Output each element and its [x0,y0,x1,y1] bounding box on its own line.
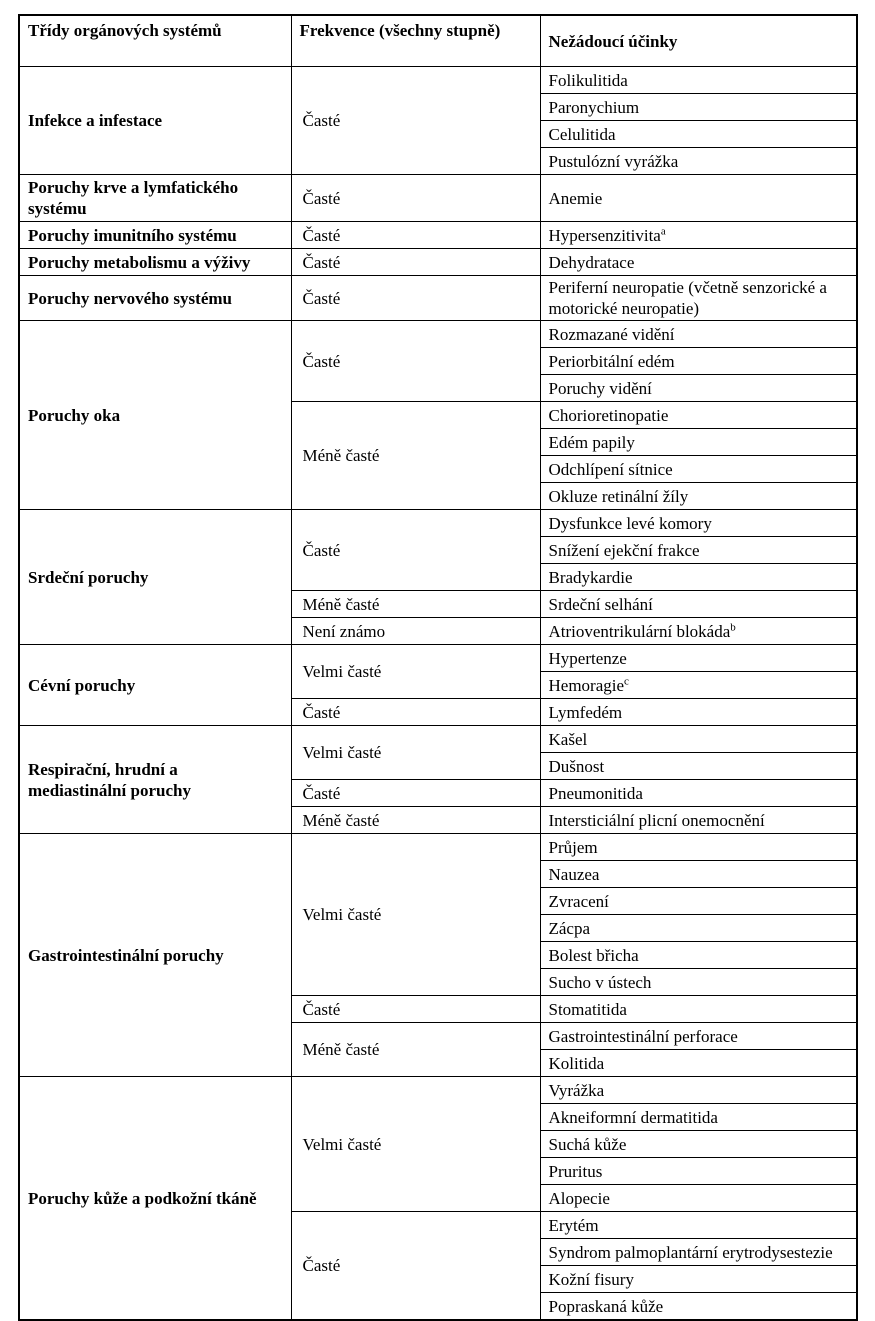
adverse-effect-cell [540,699,857,726]
adverse-effect-cell [540,375,857,402]
frequency-cell: Méně časté [291,1023,540,1077]
adverse-effect-cell [540,483,857,510]
adverse-effect-cell [540,1266,857,1293]
organ-system-cell: Gastrointestinální poruchy [19,834,291,1077]
adverse-effect-cell [540,1293,857,1321]
table-row [19,67,857,94]
adverse-effect-text: Periferní neuropatie (včetně senzorické a motorické neuropatie) [548,278,827,318]
adverse-effect-cell [540,1131,857,1158]
table-header [19,15,857,67]
header-adverse-effects: Nežádoucí účinky [540,15,857,67]
frequency-cell: Velmi časté [291,645,540,699]
adverse-effect-cell [540,645,857,672]
frequency-cell: Časté [291,1212,540,1321]
adverse-effect-text: Akneiformní dermatitida [548,1107,718,1127]
organ-system-cell: Poruchy kůže a podkožní tkáně [19,1077,291,1321]
adverse-effect-cell [540,510,857,537]
adverse-effect-cell [540,94,857,121]
frequency-cell: Časté [291,67,540,175]
adverse-effect-cell [540,807,857,834]
footnote-marker: c [624,674,629,687]
adverse-effect-text: Sucho v ústech [548,972,652,992]
adverse-effect-cell [540,276,857,321]
table-body [19,67,857,1321]
adverse-effect-text: Dušnost [548,756,605,776]
adverse-effect-text: Edém papily [548,432,635,452]
adverse-effect-cell [540,753,857,780]
adverse-effect-cell [540,726,857,753]
adverse-effect-cell [540,888,857,915]
adverse-effect-text: Poruchy vidění [548,378,652,398]
table-row [19,276,857,321]
adverse-effect-cell [540,591,857,618]
adverse-effects-table [18,14,858,1321]
adverse-effect-cell [540,321,857,348]
adverse-effect-text: Paronychium [548,97,640,117]
frequency-cell: Méně časté [291,591,540,618]
organ-system-cell: Infekce a infestace [19,67,291,175]
adverse-effect-cell [540,348,857,375]
adverse-effect-text: Rozmazané vidění [548,324,675,344]
organ-system-cell: Poruchy krve a lymfatického systému [19,175,291,222]
adverse-effect-text: Atrioventrikulární blokáda [548,621,731,641]
adverse-effect-text: Pneumonitida [548,783,643,803]
frequency-cell: Velmi časté [291,1077,540,1212]
table-row [19,834,857,861]
adverse-effect-text: Odchlípení sítnice [548,459,673,479]
adverse-effect-cell [540,1077,857,1104]
adverse-effect-cell [540,1212,857,1239]
adverse-effect-cell [540,402,857,429]
adverse-effect-cell [540,672,857,699]
adverse-effect-text: Zvracení [548,891,609,911]
adverse-effect-text: Kašel [548,729,588,749]
frequency-cell: Časté [291,276,540,321]
table-row [19,510,857,537]
table-row [19,321,857,348]
table-row [19,726,857,753]
frequency-cell: Časté [291,249,540,276]
adverse-effect-text: Nauzea [548,864,600,884]
frequency-cell: Velmi časté [291,726,540,780]
adverse-effect-cell [540,537,857,564]
footnote-marker: b [730,620,736,633]
adverse-effect-cell [540,121,857,148]
header-frequency: Frekvence (všechny stupně) [291,15,540,67]
organ-system-cell: Srdeční poruchy [19,510,291,645]
adverse-effect-cell [540,456,857,483]
table-row [19,249,857,276]
adverse-effect-text: Pruritus [548,1161,603,1181]
table-row [19,222,857,249]
frequency-cell: Velmi časté [291,834,540,996]
adverse-effect-text: Srdeční selhání [548,594,653,614]
adverse-effect-text: Gastrointestinální perforace [548,1026,738,1046]
adverse-effect-text: Intersticiální plicní onemocnění [548,810,765,830]
organ-system-cell: Poruchy oka [19,321,291,510]
footnote-marker: a [660,224,666,237]
frequency-cell: Časté [291,699,540,726]
adverse-effect-text: Syndrom palmoplantární erytrodysestezie [548,1242,833,1262]
adverse-effect-text: Chorioretinopatie [548,405,669,425]
adverse-effect-text: Lymfedém [548,702,623,722]
adverse-effect-text: Kolitida [548,1053,605,1073]
adverse-effect-text: Pustulózní vyrážka [548,151,679,171]
frequency-cell: Časté [291,175,540,222]
adverse-effect-cell [540,618,857,645]
frequency-cell: Méně časté [291,402,540,510]
adverse-effect-cell [540,148,857,175]
adverse-effect-text: Suchá kůže [548,1134,627,1154]
adverse-effect-text: Dysfunkce levé komory [548,513,712,533]
adverse-effect-text: Alopecie [548,1188,610,1208]
organ-system-cell: Poruchy metabolismu a výživy [19,249,291,276]
adverse-effect-text: Dehydratace [548,252,635,272]
adverse-effect-text: Kožní fisury [548,1269,634,1289]
adverse-effect-cell [540,780,857,807]
frequency-cell: Časté [291,510,540,591]
adverse-effect-cell [540,222,857,249]
adverse-effect-text: Bolest břicha [548,945,639,965]
adverse-effect-text: Anemie [548,188,603,208]
adverse-effect-text: Periorbitální edém [548,351,675,371]
frequency-cell: Časté [291,996,540,1023]
adverse-effect-text: Hypersenzitivita [548,225,661,245]
adverse-effect-cell [540,996,857,1023]
organ-system-cell: Poruchy imunitního systému [19,222,291,249]
adverse-effect-cell [540,1185,857,1212]
organ-system-cell: Respirační, hrudní a mediastinální poruchy [19,726,291,834]
adverse-effect-text: Zácpa [548,918,591,938]
adverse-effect-cell [540,429,857,456]
adverse-effect-text: Průjem [548,837,598,857]
organ-system-cell: Cévní poruchy [19,645,291,726]
table-row [19,1077,857,1104]
table-row [19,645,857,672]
adverse-effect-cell [540,175,857,222]
adverse-effect-text: Bradykardie [548,567,633,587]
frequency-cell: Časté [291,321,540,402]
adverse-effect-cell [540,1023,857,1050]
adverse-effect-text: Hemoragie [548,675,625,695]
adverse-effect-cell [540,861,857,888]
adverse-effect-cell [540,67,857,94]
adverse-effect-cell [540,942,857,969]
frequency-cell: Není známo [291,618,540,645]
adverse-effect-cell [540,969,857,996]
adverse-effect-cell [540,564,857,591]
adverse-effect-cell [540,1050,857,1077]
header-row [19,15,857,67]
adverse-effect-cell [540,1239,857,1266]
adverse-effect-text: Snížení ejekční frakce [548,540,700,560]
adverse-effect-cell [540,834,857,861]
adverse-effect-text: Erytém [548,1215,599,1235]
frequency-cell: Méně časté [291,807,540,834]
adverse-effect-cell [540,915,857,942]
organ-system-cell: Poruchy nervového systému [19,276,291,321]
adverse-effect-cell [540,1158,857,1185]
adverse-effect-text: Vyrážka [548,1080,605,1100]
adverse-effect-cell [540,249,857,276]
adverse-effect-text: Stomatitida [548,999,627,1019]
frequency-cell: Časté [291,780,540,807]
adverse-effect-cell [540,1104,857,1131]
frequency-cell: Časté [291,222,540,249]
adverse-effect-text: Okluze retinální žíly [548,486,689,506]
adverse-effect-text: Folikulitida [548,70,628,90]
adverse-effect-text: Hypertenze [548,648,627,668]
table-row [19,175,857,222]
adverse-effect-text: Popraskaná kůže [548,1296,664,1316]
header-organ-system: Třídy orgánových systémů [19,15,291,67]
adverse-effect-text: Celulitida [548,124,616,144]
